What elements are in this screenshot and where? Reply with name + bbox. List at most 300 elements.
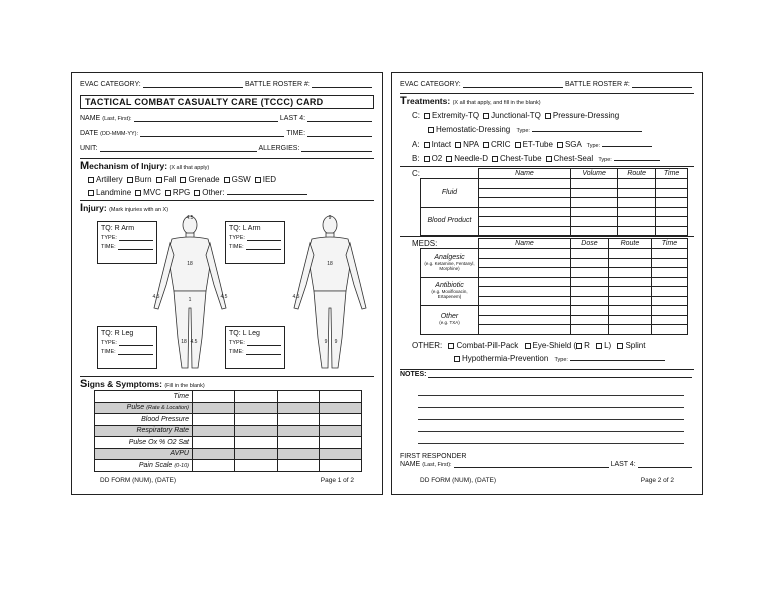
treatments-initial: T bbox=[400, 95, 407, 107]
fr-name-hint: (Last, First): bbox=[422, 462, 452, 468]
back-body-figure[interactable] bbox=[294, 216, 366, 368]
log-cell[interactable] bbox=[479, 207, 571, 217]
log-cell[interactable] bbox=[479, 226, 571, 236]
vital-cell[interactable] bbox=[277, 402, 319, 414]
log-cell[interactable] bbox=[571, 296, 609, 306]
column-header: Time bbox=[651, 239, 687, 249]
log-cell[interactable] bbox=[571, 188, 618, 198]
vitals-row bbox=[95, 414, 362, 426]
row-label bbox=[421, 207, 479, 236]
table-header bbox=[421, 169, 688, 179]
vital-label bbox=[95, 460, 193, 472]
allergies-label: ALLERGIES: bbox=[258, 145, 300, 152]
gsw-checkbox[interactable] bbox=[224, 177, 230, 183]
tq-type-label: TYPE: bbox=[229, 235, 245, 241]
log-cell[interactable] bbox=[571, 325, 609, 335]
notes-line[interactable] bbox=[418, 419, 684, 420]
o2-checkbox[interactable] bbox=[424, 156, 430, 162]
log-cell[interactable] bbox=[571, 198, 618, 208]
divider bbox=[400, 93, 694, 94]
header-spacer bbox=[421, 169, 479, 179]
tq-time-label: TIME: bbox=[101, 349, 116, 355]
rpg-label: RPG bbox=[172, 188, 191, 197]
log-cell[interactable] bbox=[656, 188, 688, 198]
table-row bbox=[421, 277, 688, 287]
log-cell[interactable] bbox=[618, 207, 656, 217]
log-cell[interactable] bbox=[651, 306, 687, 316]
chest-seal-label: Chest-Seal bbox=[553, 154, 594, 163]
signs-heading bbox=[80, 378, 205, 390]
unit-label: UNIT: bbox=[80, 145, 98, 152]
mvc-checkbox[interactable] bbox=[135, 190, 141, 196]
treatment-b-row bbox=[412, 154, 660, 163]
eye-left-checkbox[interactable] bbox=[596, 343, 602, 349]
log-cell[interactable] bbox=[571, 207, 618, 217]
table-row bbox=[421, 306, 688, 316]
time-label: TIME: bbox=[286, 130, 306, 137]
mechanism-row-1 bbox=[84, 175, 276, 184]
hypothermia-checkbox[interactable] bbox=[454, 356, 460, 362]
type-label: Type: bbox=[598, 157, 612, 163]
hemostatic-checkbox[interactable] bbox=[428, 127, 434, 133]
body-diagram[interactable] bbox=[132, 213, 372, 373]
log-cell[interactable] bbox=[479, 188, 571, 198]
vital-name: AVPU bbox=[170, 450, 189, 458]
log-cell[interactable] bbox=[656, 217, 688, 227]
body-percentage-label: 1 bbox=[188, 297, 192, 303]
ied-label: IED bbox=[262, 175, 277, 184]
notes-line[interactable] bbox=[418, 407, 684, 408]
type-label: Type: bbox=[586, 143, 601, 149]
needle-d-label: Needle-D bbox=[454, 154, 489, 163]
body-percentage-label: 18 bbox=[327, 261, 333, 267]
log-cell[interactable] bbox=[571, 287, 609, 297]
divider bbox=[80, 376, 374, 377]
log-cell[interactable] bbox=[479, 179, 571, 189]
vital-cell[interactable] bbox=[235, 414, 277, 426]
column-header: Dose bbox=[571, 239, 609, 249]
allergies-field[interactable] bbox=[301, 145, 372, 152]
splint-label: Splint bbox=[625, 341, 646, 350]
vital-cell[interactable] bbox=[277, 414, 319, 426]
vital-label bbox=[95, 402, 193, 414]
footer-page: Page 2 of 2 bbox=[640, 477, 674, 484]
table-header bbox=[421, 239, 688, 249]
unit-row bbox=[80, 145, 374, 152]
vital-hint: (0-10) bbox=[174, 462, 189, 469]
log-cell[interactable] bbox=[656, 179, 688, 189]
airway-type-field[interactable] bbox=[602, 141, 652, 147]
log-cell[interactable] bbox=[608, 315, 651, 325]
notes-line[interactable] bbox=[418, 395, 684, 396]
artillery-checkbox[interactable] bbox=[88, 177, 94, 183]
log-cell[interactable] bbox=[479, 325, 571, 335]
last4-field[interactable] bbox=[307, 115, 372, 122]
vital-cell[interactable] bbox=[319, 425, 361, 437]
fr-name-field[interactable] bbox=[454, 461, 609, 468]
log-cell[interactable] bbox=[571, 306, 609, 316]
log-cell[interactable] bbox=[656, 198, 688, 208]
burn-checkbox[interactable] bbox=[127, 177, 133, 183]
fr-name-label: NAME bbox=[400, 461, 421, 468]
hypothermia-type-field[interactable] bbox=[570, 355, 665, 361]
vital-name: Blood Pressure bbox=[141, 415, 189, 423]
tq-title: TQ: L Leg bbox=[229, 330, 260, 337]
eye-right-checkbox[interactable] bbox=[576, 343, 582, 349]
combat-pill-pack-label: Combat-Pill-Pack bbox=[456, 341, 519, 350]
vital-cell[interactable] bbox=[235, 448, 277, 460]
treatments-hint: (X all that apply, and fill in the blank) bbox=[452, 100, 541, 106]
vital-cell[interactable] bbox=[277, 460, 319, 472]
vital-cell[interactable] bbox=[235, 437, 277, 449]
name-hint: (Last, First): bbox=[102, 116, 132, 122]
log-cell[interactable] bbox=[479, 296, 571, 306]
signs-hint: (Fill in the blank) bbox=[164, 383, 205, 389]
log-cell[interactable] bbox=[479, 249, 571, 259]
vital-hint: (Rate & Location) bbox=[146, 405, 189, 412]
vital-label bbox=[95, 425, 193, 437]
log-cell[interactable] bbox=[651, 287, 687, 297]
log-cell[interactable] bbox=[479, 198, 571, 208]
first-responder-label: FIRST RESPONDER bbox=[400, 453, 467, 460]
other-mechanism-field[interactable] bbox=[227, 188, 307, 195]
eye-shield-label: Eye-Shield bbox=[532, 341, 572, 350]
vital-cell[interactable] bbox=[235, 391, 277, 403]
tq-time-label: TIME: bbox=[229, 244, 244, 250]
tq-time-label: TIME: bbox=[229, 349, 244, 355]
vital-cell[interactable] bbox=[235, 460, 277, 472]
a-label: A: bbox=[412, 140, 420, 149]
treatment-c-row-2 bbox=[424, 125, 642, 134]
date-field[interactable] bbox=[140, 130, 284, 137]
extremity-tq-checkbox[interactable] bbox=[424, 113, 430, 119]
log-cell[interactable] bbox=[479, 268, 571, 278]
body-percentage-label: 18 bbox=[187, 261, 193, 267]
med-category: Antibiotic bbox=[435, 282, 464, 290]
type-label: Type: bbox=[516, 128, 530, 134]
log-cell[interactable] bbox=[618, 179, 656, 189]
name-row bbox=[80, 115, 374, 122]
vital-name: Pulse Ox % O2 Sat bbox=[128, 438, 189, 446]
vital-cell[interactable] bbox=[277, 448, 319, 460]
tq-type-label: TYPE: bbox=[101, 235, 117, 241]
evac-category-label: EVAC CATEGORY: bbox=[400, 81, 461, 88]
name-label: NAME bbox=[80, 115, 101, 122]
log-cell[interactable] bbox=[571, 315, 609, 325]
chest-tube-checkbox[interactable] bbox=[492, 156, 498, 162]
vital-cell[interactable] bbox=[193, 391, 235, 403]
log-cell[interactable] bbox=[608, 277, 651, 287]
body-percentage-label: 9 bbox=[324, 339, 328, 345]
log-cell[interactable] bbox=[651, 325, 687, 335]
hemostatic-type-field[interactable] bbox=[532, 126, 642, 132]
treatment-a-row bbox=[412, 140, 652, 149]
vital-label bbox=[95, 414, 193, 426]
name-field[interactable] bbox=[134, 115, 278, 122]
fall-checkbox[interactable] bbox=[156, 177, 162, 183]
cric-checkbox[interactable] bbox=[483, 142, 489, 148]
hemostatic-label: Hemostatic-Dressing bbox=[436, 125, 511, 134]
et-tube-checkbox[interactable] bbox=[515, 142, 521, 148]
log-cell[interactable] bbox=[608, 268, 651, 278]
log-cell[interactable] bbox=[571, 268, 609, 278]
divider bbox=[80, 200, 374, 201]
vital-cell[interactable] bbox=[235, 425, 277, 437]
hypothermia-label: Hypothermia-Prevention bbox=[462, 354, 549, 363]
log-cell[interactable] bbox=[656, 226, 688, 236]
log-cell[interactable] bbox=[618, 188, 656, 198]
signs-initial: S bbox=[80, 378, 88, 390]
vitals-row bbox=[95, 425, 362, 437]
last4-label: LAST 4: bbox=[279, 115, 306, 122]
tq-type-label: TYPE: bbox=[229, 340, 245, 346]
notes-line[interactable] bbox=[418, 431, 684, 432]
log-cell[interactable] bbox=[618, 226, 656, 236]
tccc-card-front bbox=[71, 72, 383, 495]
vitals-row bbox=[95, 460, 362, 472]
mechanism-initial: M bbox=[80, 160, 90, 172]
log-cell[interactable] bbox=[571, 258, 609, 268]
evac-row bbox=[400, 81, 694, 88]
treatment-c-row-1 bbox=[412, 111, 619, 120]
eye-left-label: L) bbox=[604, 341, 612, 350]
vital-label bbox=[95, 391, 193, 403]
log-cell[interactable] bbox=[608, 306, 651, 316]
card-title: TACTICAL COMBAT CASUALTY CARE (TCCC) CARD bbox=[80, 95, 374, 109]
sga-label: SGA bbox=[564, 140, 582, 149]
log-cell[interactable] bbox=[618, 198, 656, 208]
log-cell[interactable] bbox=[571, 217, 618, 227]
fall-label: Fall bbox=[163, 175, 177, 184]
treatments-title: reatments: bbox=[406, 96, 451, 106]
fluid-type: Blood Product bbox=[427, 217, 472, 225]
npa-checkbox[interactable] bbox=[455, 142, 461, 148]
column-header: Name bbox=[479, 169, 571, 179]
column-header: Time bbox=[656, 169, 688, 179]
evac-category-field[interactable] bbox=[463, 81, 563, 88]
vitals-row bbox=[95, 391, 362, 403]
tq-time-label: TIME: bbox=[101, 244, 116, 250]
pressure-dressing-checkbox[interactable] bbox=[545, 113, 551, 119]
junctional-tq-checkbox[interactable] bbox=[483, 113, 489, 119]
needle-d-checkbox[interactable] bbox=[446, 156, 452, 162]
other-checkbox[interactable] bbox=[194, 190, 200, 196]
log-cell[interactable] bbox=[479, 287, 571, 297]
vital-cell[interactable] bbox=[319, 437, 361, 449]
log-cell[interactable] bbox=[571, 179, 618, 189]
intact-label: Intact bbox=[431, 140, 452, 149]
footer-form: DD FORM (NUM), (DATE) bbox=[420, 477, 497, 484]
notes-label: NOTES: bbox=[400, 371, 427, 378]
time-field[interactable] bbox=[307, 130, 372, 137]
landmine-checkbox[interactable] bbox=[88, 190, 94, 196]
notes-line[interactable] bbox=[428, 371, 692, 378]
evac-category-label: EVAC CATEGORY: bbox=[80, 81, 141, 88]
vital-cell[interactable] bbox=[319, 448, 361, 460]
log-cell[interactable] bbox=[479, 217, 571, 227]
artillery-label: Artillery bbox=[96, 175, 123, 184]
log-cell[interactable] bbox=[651, 277, 687, 287]
notes-line[interactable] bbox=[418, 443, 684, 444]
unit-field[interactable] bbox=[100, 145, 257, 152]
med-examples: (e.g. Ketamine, Fentanyl, Morphine) bbox=[424, 260, 475, 271]
evac-category-field[interactable] bbox=[143, 81, 243, 88]
body-percentage-label: 4.5 bbox=[190, 339, 198, 345]
ied-checkbox[interactable] bbox=[255, 177, 261, 183]
battle-roster-field[interactable] bbox=[632, 81, 692, 88]
divider bbox=[80, 158, 374, 159]
mechanism-hint: (X all that apply) bbox=[169, 165, 210, 171]
landmine-label: Landmine bbox=[96, 188, 132, 197]
log-cell[interactable] bbox=[479, 277, 571, 287]
vital-label bbox=[95, 448, 193, 460]
chest-tube-label: Chest-Tube bbox=[500, 154, 542, 163]
et-tube-label: ET-Tube bbox=[522, 140, 553, 149]
row-label bbox=[421, 249, 479, 278]
rpg-checkbox[interactable] bbox=[165, 190, 171, 196]
med-examples: (e.g. TXA) bbox=[439, 320, 460, 326]
body-percentage-label: 9 bbox=[334, 339, 338, 345]
vital-cell[interactable] bbox=[319, 402, 361, 414]
divider bbox=[400, 369, 694, 370]
log-cell[interactable] bbox=[651, 315, 687, 325]
footer-page: Page 1 of 2 bbox=[320, 477, 354, 484]
vital-name: Pain Scale bbox=[138, 461, 173, 469]
vital-cell[interactable] bbox=[319, 414, 361, 426]
column-header: Route bbox=[618, 169, 656, 179]
junctional-tq-label: Junctional-TQ bbox=[491, 111, 541, 120]
column-header: Route bbox=[608, 239, 651, 249]
injury-title: njury: bbox=[83, 203, 107, 213]
pressure-dressing-label: Pressure-Dressing bbox=[552, 111, 620, 120]
log-cell[interactable] bbox=[651, 296, 687, 306]
log-cell[interactable] bbox=[571, 249, 609, 259]
vital-name: Respiratory Rate bbox=[136, 427, 189, 435]
vital-cell[interactable] bbox=[235, 402, 277, 414]
fr-last4-label: LAST 4: bbox=[610, 461, 636, 468]
log-cell[interactable] bbox=[608, 287, 651, 297]
battle-roster-field[interactable] bbox=[312, 81, 372, 88]
log-cell[interactable] bbox=[656, 207, 688, 217]
date-label: DATE bbox=[80, 130, 99, 137]
c-label: C: bbox=[412, 111, 420, 120]
mechanism-row-2 bbox=[84, 188, 309, 197]
vital-cell[interactable] bbox=[277, 437, 319, 449]
body-percentage-label: 18 bbox=[181, 339, 187, 345]
gsw-label: GSW bbox=[231, 175, 251, 184]
vital-name: Time bbox=[173, 392, 189, 400]
grenade-checkbox[interactable] bbox=[180, 177, 186, 183]
log-cell[interactable] bbox=[651, 249, 687, 259]
vital-cell[interactable] bbox=[277, 425, 319, 437]
vital-cell[interactable] bbox=[319, 391, 361, 403]
grenade-label: Grenade bbox=[188, 175, 220, 184]
row-label bbox=[421, 277, 479, 306]
battle-roster-label: BATTLE ROSTER #: bbox=[244, 81, 310, 88]
log-cell[interactable] bbox=[571, 226, 618, 236]
meds-label: MEDS: bbox=[412, 239, 438, 248]
other-label: OTHER: bbox=[412, 341, 443, 350]
front-body-figure[interactable] bbox=[154, 216, 226, 368]
med-category: Other bbox=[440, 313, 459, 321]
splint-checkbox[interactable] bbox=[617, 343, 623, 349]
meds-table bbox=[420, 238, 688, 335]
treatments-heading bbox=[400, 95, 541, 107]
npa-label: NPA bbox=[463, 140, 479, 149]
log-cell[interactable] bbox=[608, 258, 651, 268]
header-spacer bbox=[421, 239, 479, 249]
other-row-1: OTHER: Combat-Pill-Pack Eye-Shield ( R L) Splint bbox=[412, 341, 646, 350]
c-fluid-label: C: bbox=[412, 169, 420, 178]
eye-right-label: R bbox=[584, 341, 590, 350]
extremity-tq-label: Extremity-TQ bbox=[432, 111, 480, 120]
date-row bbox=[80, 130, 374, 137]
log-cell[interactable] bbox=[608, 296, 651, 306]
vital-cell[interactable] bbox=[193, 460, 235, 472]
log-cell[interactable] bbox=[618, 217, 656, 227]
fluid-type: Fluid bbox=[441, 188, 458, 196]
log-cell[interactable] bbox=[479, 315, 571, 325]
fr-last4-field[interactable] bbox=[638, 461, 692, 468]
vital-cell[interactable] bbox=[319, 460, 361, 472]
battle-roster-label: BATTLE ROSTER #: bbox=[564, 81, 630, 88]
vital-cell[interactable] bbox=[193, 437, 235, 449]
injury-hint: (Mark injuries with an X) bbox=[109, 207, 169, 213]
tq-type-label: TYPE: bbox=[101, 340, 117, 346]
vitals-row bbox=[95, 437, 362, 449]
log-cell[interactable] bbox=[479, 306, 571, 316]
mvc-label: MVC bbox=[143, 188, 161, 197]
chest-seal-checkbox[interactable] bbox=[546, 156, 552, 162]
tq-title: TQ: L Arm bbox=[229, 225, 261, 232]
column-header: Volume bbox=[571, 169, 618, 179]
injury-initial: I bbox=[80, 202, 84, 214]
row-label bbox=[421, 306, 479, 335]
cric-label: CRIC bbox=[491, 140, 511, 149]
intact-checkbox[interactable] bbox=[424, 142, 430, 148]
signs-title: igns & Symptoms: bbox=[87, 379, 162, 389]
vital-cell[interactable] bbox=[193, 425, 235, 437]
evac-row bbox=[80, 81, 374, 88]
breathing-type-field[interactable] bbox=[614, 155, 660, 161]
table-row bbox=[421, 179, 688, 189]
sga-checkbox[interactable] bbox=[557, 142, 563, 148]
log-cell[interactable] bbox=[651, 258, 687, 268]
eye-shield-checkbox[interactable] bbox=[525, 343, 531, 349]
column-header: Name bbox=[479, 239, 571, 249]
first-responder-row bbox=[400, 461, 694, 468]
vital-cell[interactable] bbox=[277, 391, 319, 403]
fluid-table bbox=[420, 168, 688, 236]
log-cell[interactable] bbox=[479, 258, 571, 268]
log-cell[interactable] bbox=[608, 325, 651, 335]
tq-title: TQ: R Leg bbox=[101, 330, 134, 337]
tccc-card-back bbox=[391, 72, 703, 495]
body-percentage-label: 4.5 bbox=[186, 215, 194, 221]
log-cell[interactable] bbox=[608, 249, 651, 259]
log-cell[interactable] bbox=[651, 268, 687, 278]
combat-pill-pack-checkbox[interactable] bbox=[448, 343, 454, 349]
vital-label bbox=[95, 437, 193, 449]
other-label: Other: bbox=[202, 188, 225, 197]
o2-label: O2 bbox=[431, 154, 443, 163]
log-cell[interactable] bbox=[571, 277, 609, 287]
vital-cell[interactable] bbox=[193, 402, 235, 414]
vital-cell[interactable] bbox=[193, 448, 235, 460]
med-examples: (e.g. Moxifloxacin, Ertapenem) bbox=[431, 289, 468, 300]
vital-cell[interactable] bbox=[193, 414, 235, 426]
table-row bbox=[421, 207, 688, 217]
